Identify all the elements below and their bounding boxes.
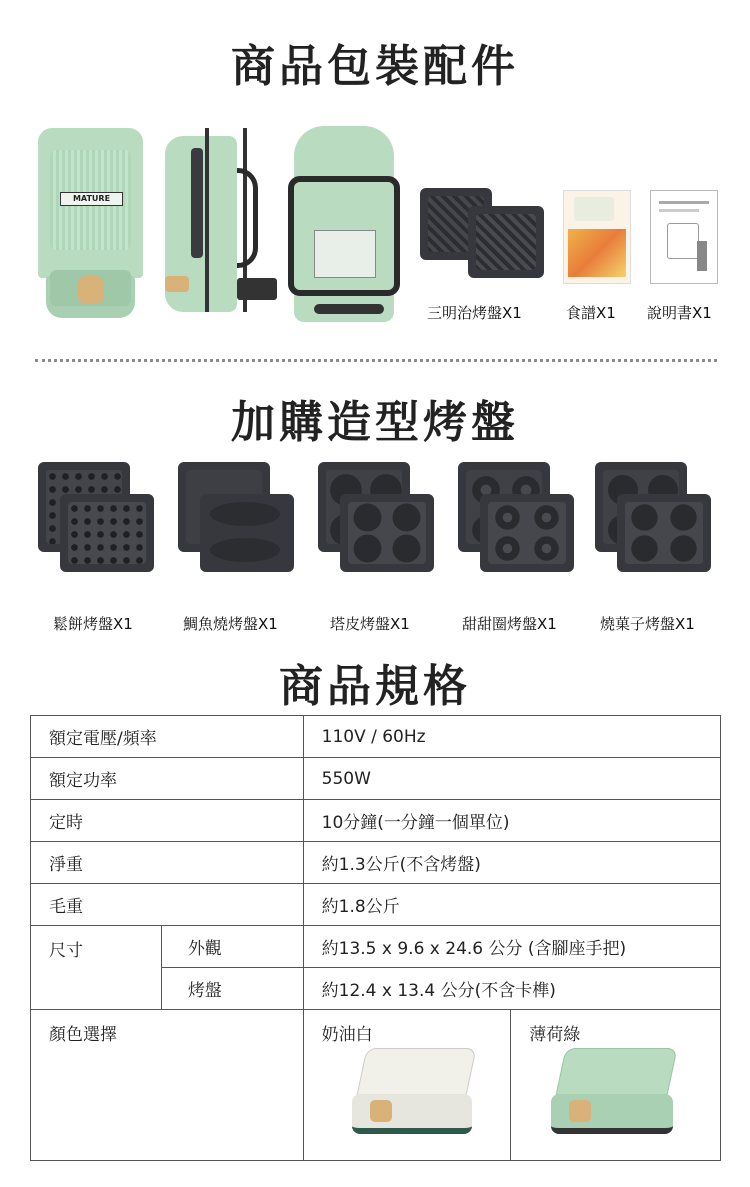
product-side-image <box>165 128 285 318</box>
plate-label-yakigashi: 燒菓子烤盤X1 <box>600 615 695 633</box>
table-row <box>31 926 721 968</box>
spec-label: 額定電壓/頻率 <box>31 716 304 758</box>
mint-product-image <box>551 1048 683 1138</box>
spec-sublabel: 烤盤 <box>161 968 303 1010</box>
color-option-mint <box>511 1010 721 1161</box>
table-row <box>31 800 721 842</box>
color-option-label: 奶油白 <box>321 1025 373 1045</box>
yakigashi-plate-image <box>595 462 713 572</box>
spec-value: 10分鐘(一分鐘一個單位) <box>303 800 720 842</box>
plate-label-donut: 甜甜圈烤盤X1 <box>462 615 557 633</box>
spec-label: 尺寸 <box>31 926 162 1010</box>
spec-label: 顏色選擇 <box>31 1010 304 1161</box>
table-row <box>31 884 721 926</box>
section-divider <box>35 359 717 362</box>
tart-plate-image <box>318 462 436 572</box>
spec-value: 110V / 60Hz <box>303 716 720 758</box>
recipe-book-image <box>563 190 631 284</box>
color-option-cream <box>303 1010 511 1161</box>
product-front-image <box>38 128 143 318</box>
spec-table <box>30 715 721 1161</box>
spec-value: 約13.5 x 9.6 x 24.6 公分 (含腳座手把) <box>303 926 720 968</box>
manual-image <box>650 190 718 284</box>
waffle-plate-image <box>38 462 156 572</box>
accessory-label-recipe: 食譜X1 <box>566 304 616 322</box>
spec-label: 額定功率 <box>31 758 304 800</box>
plate-label-taiyaki: 鯛魚燒烤盤X1 <box>183 615 278 633</box>
spec-value: 約1.3公斤(不含烤盤) <box>303 842 720 884</box>
sandwich-plate-image <box>420 188 545 278</box>
spec-label: 毛重 <box>31 884 304 926</box>
spec-value: 550W <box>303 758 720 800</box>
spec-value: 約12.4 x 13.4 公分(不含卡榫) <box>303 968 720 1010</box>
plate-label-waffle: 鬆餅烤盤X1 <box>53 615 133 633</box>
spec-label: 定時 <box>31 800 304 842</box>
spec-title: 商品規格 <box>279 661 471 712</box>
product-back-image <box>288 126 400 322</box>
color-option-label: 薄荷綠 <box>529 1025 581 1045</box>
spec-sublabel: 外觀 <box>161 926 303 968</box>
table-row <box>31 758 721 800</box>
table-row <box>31 716 721 758</box>
accessories-title: 商品包裝配件 <box>231 41 519 92</box>
accessory-label-manual: 說明書X1 <box>647 304 712 322</box>
spec-value: 約1.8公斤 <box>303 884 720 926</box>
brand-label: MATURE <box>60 192 123 206</box>
plate-label-tart: 塔皮烤盤X1 <box>330 615 410 633</box>
accessory-label-sandwich-plate: 三明治烤盤X1 <box>427 304 522 322</box>
extra-plates-title: 加購造型烤盤 <box>231 397 519 448</box>
taiyaki-plate-image <box>178 462 296 572</box>
donut-plate-image <box>458 462 576 572</box>
cream-product-image <box>352 1048 480 1138</box>
table-row <box>31 842 721 884</box>
spec-label: 淨重 <box>31 842 304 884</box>
table-row <box>31 1010 721 1161</box>
